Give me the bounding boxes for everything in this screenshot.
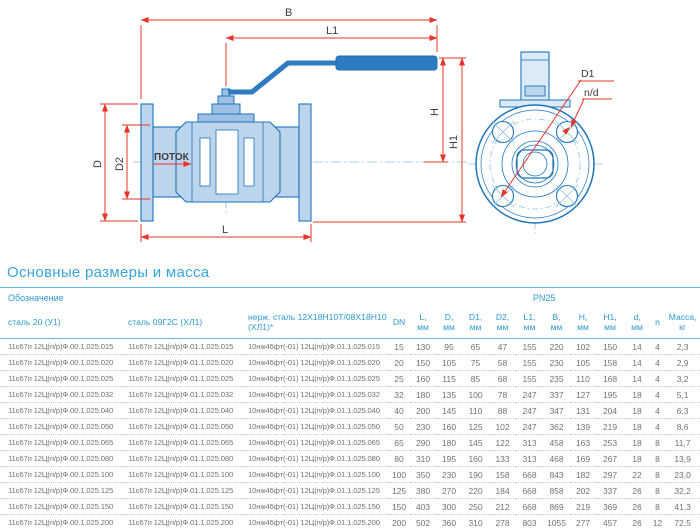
table-row: [0, 403, 700, 419]
material-header-stainless: нерж. сталь 12Х18Н10Т/08Х18Н10 (ХЛ1)*: [240, 307, 388, 339]
left-flange: [141, 104, 153, 221]
value-cell: 858: [543, 483, 570, 499]
value-cell: 337: [596, 483, 624, 499]
dim-column-header: Масса, кг: [665, 307, 700, 339]
value-cell: 127: [570, 387, 596, 403]
value-cell: 247: [516, 419, 543, 435]
designation-cell: 11с67п 12Ц(п/р)Ф.01.1.025.150: [120, 499, 240, 515]
value-cell: 169: [570, 451, 596, 467]
designation-cell: 10нж46фт(-01) 12Ц(п/р)Ф.01.1.025.050: [240, 419, 388, 435]
designation-cell: 11с67п 12Ц(п/р)Ф.00.1.025.080: [0, 451, 120, 467]
designation-cell: 11с67п 12Ц(п/р)Ф.01.1.025.200: [120, 515, 240, 528]
value-cell: 68: [489, 371, 516, 387]
value-cell: 277: [570, 515, 596, 528]
value-cell: 360: [436, 515, 462, 528]
value-cell: 18: [624, 419, 650, 435]
table-row: [0, 467, 700, 483]
value-cell: 12: [650, 515, 665, 528]
value-cell: 310: [462, 515, 489, 528]
value-cell: 253: [596, 435, 624, 451]
designation-cell: 11с67п 12Ц(п/р)Ф.01.1.025.080: [120, 451, 240, 467]
pn-header: PN25: [532, 292, 556, 303]
value-cell: 139: [570, 419, 596, 435]
value-cell: 75: [462, 355, 489, 371]
value-cell: 220: [462, 483, 489, 499]
value-cell: 2,9: [665, 355, 700, 371]
designation-cell: 10нж46фт(-01) 12Ц(п/р)Ф.01.1.025.125: [240, 483, 388, 499]
value-cell: 350: [410, 467, 436, 483]
value-cell: 145: [462, 435, 489, 451]
value-cell: 5,1: [665, 387, 700, 403]
value-cell: 468: [543, 451, 570, 467]
dim-column-header: H, мм: [570, 307, 596, 339]
value-cell: 115: [436, 371, 462, 387]
dim-column-header: D1, мм: [462, 307, 489, 339]
value-cell: 26: [624, 499, 650, 515]
value-cell: 102: [489, 419, 516, 435]
dim-column-header: n: [650, 307, 665, 339]
value-cell: 8: [650, 499, 665, 515]
value-cell: 150: [596, 339, 624, 355]
table-row: [0, 435, 700, 451]
value-cell: 230: [436, 467, 462, 483]
designation-cell: 11с67п 12Ц(п/р)Ф.01.1.025.032: [120, 387, 240, 403]
table-row: [0, 339, 700, 355]
value-cell: 32,2: [665, 483, 700, 499]
value-cell: 14: [624, 371, 650, 387]
value-cell: 160: [410, 371, 436, 387]
value-cell: 150: [410, 355, 436, 371]
valve-drawing: [0, 0, 700, 256]
value-cell: 32: [388, 387, 410, 403]
value-cell: 369: [596, 499, 624, 515]
dim-column-header: L1, мм: [516, 307, 543, 339]
dim-column-header: H1, мм: [596, 307, 624, 339]
value-cell: 155: [516, 371, 543, 387]
gland-nut: [218, 96, 234, 104]
value-cell: 22: [624, 467, 650, 483]
table-row: [0, 515, 700, 528]
designation-cell: 11с67п 12Ц(п/р)Ф.00.1.025.020: [0, 355, 120, 371]
designation-cell: 11с67п 12Ц(п/р)Ф.01.1.025.025: [120, 371, 240, 387]
value-cell: 502: [410, 515, 436, 528]
value-cell: 200: [410, 403, 436, 419]
dim-label-d2: D2: [114, 156, 126, 172]
value-cell: 41,3: [665, 499, 700, 515]
value-cell: 47: [489, 339, 516, 355]
value-cell: 204: [596, 403, 624, 419]
designation-cell: 10нж46фт(-01) 12Ц(п/р)Ф.01.1.025.020: [240, 355, 388, 371]
value-cell: 168: [596, 371, 624, 387]
dim-column-header: D2, мм: [489, 307, 516, 339]
value-cell: 40: [388, 403, 410, 419]
designation-cell: 10нж46фт(-01) 12Ц(п/р)Ф.01.1.025.025: [240, 371, 388, 387]
value-cell: 310: [410, 451, 436, 467]
value-cell: 668: [516, 499, 543, 515]
designation-cell: 11с67п 12Ц(п/р)Ф.00.1.025.015: [0, 339, 120, 355]
table-row: [0, 499, 700, 515]
value-cell: 58: [489, 355, 516, 371]
value-cell: 182: [570, 467, 596, 483]
dim-label-d1: D1: [581, 68, 595, 80]
value-cell: 72,5: [665, 515, 700, 528]
value-cell: 8: [650, 467, 665, 483]
value-cell: 122: [489, 435, 516, 451]
value-cell: 220: [543, 339, 570, 355]
value-cell: 362: [543, 419, 570, 435]
value-cell: 668: [516, 467, 543, 483]
value-cell: 110: [570, 371, 596, 387]
value-cell: 100: [388, 467, 410, 483]
table-row: [0, 451, 700, 467]
value-cell: 4: [650, 371, 665, 387]
value-cell: 8: [650, 451, 665, 467]
value-cell: 219: [596, 419, 624, 435]
bolt-hole: [492, 185, 514, 207]
value-cell: 347: [543, 403, 570, 419]
material-header-steel20: сталь 20 (У1): [0, 307, 120, 339]
value-cell: 195: [436, 451, 462, 467]
value-cell: 105: [436, 355, 462, 371]
value-cell: 100: [462, 387, 489, 403]
right-flange: [299, 104, 311, 221]
value-cell: 150: [388, 499, 410, 515]
value-cell: 250: [462, 499, 489, 515]
seat-left: [200, 138, 210, 186]
ball-port: [216, 130, 238, 194]
table-row: [0, 483, 700, 499]
designation-cell: 11с67п 12Ц(п/р)Ф.01.1.025.065: [120, 435, 240, 451]
dim-column-header: D, мм: [436, 307, 462, 339]
value-cell: 4: [650, 387, 665, 403]
seat-right: [244, 138, 254, 186]
designation-cell: 11с67п 12Ц(п/р)Ф.01.1.025.015: [120, 339, 240, 355]
value-cell: 230: [543, 355, 570, 371]
value-cell: 180: [436, 435, 462, 451]
value-cell: 11,7: [665, 435, 700, 451]
value-cell: 212: [489, 499, 516, 515]
stuffing-box: [212, 104, 240, 114]
designation-cell: 10нж46фт(-01) 12Ц(п/р)Ф.01.1.025.080: [240, 451, 388, 467]
value-cell: 668: [516, 483, 543, 499]
value-cell: 337: [543, 387, 570, 403]
value-cell: 13,9: [665, 451, 700, 467]
value-cell: 85: [462, 371, 489, 387]
value-cell: 145: [436, 403, 462, 419]
value-cell: 80: [388, 451, 410, 467]
designation-header: Обозначение: [8, 292, 64, 303]
designation-cell: 11с67п 12Ц(п/р)Ф.00.1.025.032: [0, 387, 120, 403]
dim-label-b: B: [285, 7, 293, 19]
value-cell: 163: [570, 435, 596, 451]
value-cell: 160: [436, 419, 462, 435]
value-cell: 247: [516, 403, 543, 419]
material-header-steel09g2s: сталь 09Г2С (ХЛ1): [120, 307, 240, 339]
designation-cell: 11с67п 12Ц(п/р)Ф.01.1.025.020: [120, 355, 240, 371]
bolt-hole: [556, 185, 578, 207]
value-cell: 95: [436, 339, 462, 355]
dim-column-header: L, мм: [410, 307, 436, 339]
designation-cell: 11с67п 12Ц(п/р)Ф.01.1.025.050: [120, 419, 240, 435]
designation-cell: 11с67п 12Ц(п/р)Ф.00.1.025.050: [0, 419, 120, 435]
value-cell: 131: [570, 403, 596, 419]
dim-column-header: d, мм: [624, 307, 650, 339]
dim-column-header: B, мм: [543, 307, 570, 339]
table-row: [0, 419, 700, 435]
value-cell: 88: [489, 403, 516, 419]
value-cell: 158: [596, 355, 624, 371]
value-cell: 843: [543, 467, 570, 483]
designation-cell: 11с67п 12Ц(п/р)Ф.00.1.025.025: [0, 371, 120, 387]
designation-cell: 11с67п 12Ц(п/р)Ф.01.1.025.125: [120, 483, 240, 499]
value-cell: 155: [516, 355, 543, 371]
value-cell: 4: [650, 403, 665, 419]
value-cell: 155: [516, 339, 543, 355]
value-cell: 78: [489, 387, 516, 403]
table-title: Основные размеры и масса: [7, 264, 210, 281]
value-cell: 180: [410, 387, 436, 403]
value-cell: 18: [624, 451, 650, 467]
value-cell: 130: [410, 339, 436, 355]
valve-side-view: [133, 56, 470, 221]
value-cell: 230: [410, 419, 436, 435]
value-cell: 110: [462, 403, 489, 419]
handle-grip: [336, 56, 437, 70]
designation-cell: 10нж46фт(-01) 12Ц(п/р)Ф.01.1.025.150: [240, 499, 388, 515]
bolt-hole: [492, 121, 514, 143]
neck-collar: [525, 86, 545, 96]
dimensions-table: [0, 287, 700, 528]
value-cell: 25: [388, 371, 410, 387]
dim-label-h: H: [429, 108, 441, 116]
value-cell: 457: [596, 515, 624, 528]
value-cell: 3,2: [665, 371, 700, 387]
table-row: [0, 355, 700, 371]
designation-cell: 10нж46фт(-01) 12Ц(п/р)Ф.01.1.025.065: [240, 435, 388, 451]
value-cell: 313: [516, 451, 543, 467]
value-cell: 50: [388, 419, 410, 435]
designation-cell: 10нж46фт(-01) 12Ц(п/р)Ф.01.1.025.032: [240, 387, 388, 403]
value-cell: 219: [570, 499, 596, 515]
value-cell: 297: [596, 467, 624, 483]
value-cell: 65: [388, 435, 410, 451]
value-cell: 803: [516, 515, 543, 528]
designation-cell: 11с67п 12Ц(п/р)Ф.00.1.025.040: [0, 403, 120, 419]
flow-label: ПОТОК: [154, 152, 189, 163]
value-cell: 235: [543, 371, 570, 387]
table-row: [0, 387, 700, 403]
value-cell: 270: [436, 483, 462, 499]
value-cell: 2,3: [665, 339, 700, 355]
value-cell: 133: [489, 451, 516, 467]
designation-cell: 10нж46фт(-01) 12Ц(п/р)Ф.01.1.025.040: [240, 403, 388, 419]
value-cell: 125: [388, 483, 410, 499]
value-cell: 869: [543, 499, 570, 515]
value-cell: 4: [650, 419, 665, 435]
value-cell: 26: [624, 515, 650, 528]
designation-cell: 11с67п 12Ц(п/р)Ф.01.1.025.040: [120, 403, 240, 419]
designation-cell: 10нж46фт(-01) 12Ц(п/р)Ф.01.1.025.015: [240, 339, 388, 355]
value-cell: 20: [388, 355, 410, 371]
designation-cell: 11с67п 12Ц(п/р)Ф.00.1.025.100: [0, 467, 120, 483]
table-header-row: [0, 288, 700, 308]
value-cell: 158: [489, 467, 516, 483]
designation-cell: 11с67п 12Ц(п/р)Ф.00.1.025.125: [0, 483, 120, 499]
designation-cell: 10нж46фт(-01) 12Ц(п/р)Ф.01.1.025.100: [240, 467, 388, 483]
value-cell: 1055: [543, 515, 570, 528]
value-cell: 105: [570, 355, 596, 371]
value-cell: 18: [624, 403, 650, 419]
value-cell: 458: [543, 435, 570, 451]
value-cell: 125: [462, 419, 489, 435]
handle-lever: [228, 63, 340, 92]
value-cell: 290: [410, 435, 436, 451]
value-cell: 18: [624, 387, 650, 403]
value-cell: 267: [596, 451, 624, 467]
value-cell: 15: [388, 339, 410, 355]
value-cell: 190: [462, 467, 489, 483]
value-cell: 403: [410, 499, 436, 515]
value-cell: 135: [436, 387, 462, 403]
value-cell: 8: [650, 435, 665, 451]
value-cell: 14: [624, 339, 650, 355]
value-cell: 4: [650, 355, 665, 371]
dim-label-nd: n/d: [584, 87, 599, 99]
dim-label-l1: L1: [326, 25, 339, 37]
dim-label-h1: H1: [448, 134, 460, 150]
value-cell: 200: [388, 515, 410, 528]
value-cell: 8: [650, 483, 665, 499]
dim-label-l: L: [222, 224, 229, 236]
value-cell: 195: [596, 387, 624, 403]
value-cell: 14: [624, 355, 650, 371]
value-cell: 23,0: [665, 467, 700, 483]
value-cell: 102: [570, 339, 596, 355]
designation-cell: 11с67п 12Ц(п/р)Ф.00.1.025.200: [0, 515, 120, 528]
value-cell: 4: [650, 339, 665, 355]
table-subheader-row: [0, 307, 700, 339]
value-cell: 184: [489, 483, 516, 499]
designation-cell: 10нж46фт(-01) 12Ц(п/р)Ф.01.1.025.200: [240, 515, 388, 528]
value-cell: 160: [462, 451, 489, 467]
dim-column-header: DN: [388, 307, 410, 339]
value-cell: 65: [462, 339, 489, 355]
value-cell: 202: [570, 483, 596, 499]
designation-cell: 11с67п 12Ц(п/р)Ф.00.1.025.065: [0, 435, 120, 451]
value-cell: 8,6: [665, 419, 700, 435]
value-cell: 6,3: [665, 403, 700, 419]
dimensions-table-body: [0, 339, 700, 528]
value-cell: 247: [516, 387, 543, 403]
value-cell: 278: [489, 515, 516, 528]
value-cell: 300: [436, 499, 462, 515]
designation-cell: 11с67п 12Ц(п/р)Ф.00.1.025.150: [0, 499, 120, 515]
value-cell: 313: [516, 435, 543, 451]
value-cell: 380: [410, 483, 436, 499]
stem-flange-plate: [198, 114, 254, 122]
table-row: [0, 371, 700, 387]
value-cell: 26: [624, 483, 650, 499]
value-cell: 18: [624, 435, 650, 451]
dim-label-d: D: [92, 160, 104, 168]
designation-cell: 11с67п 12Ц(п/р)Ф.01.1.025.100: [120, 467, 240, 483]
